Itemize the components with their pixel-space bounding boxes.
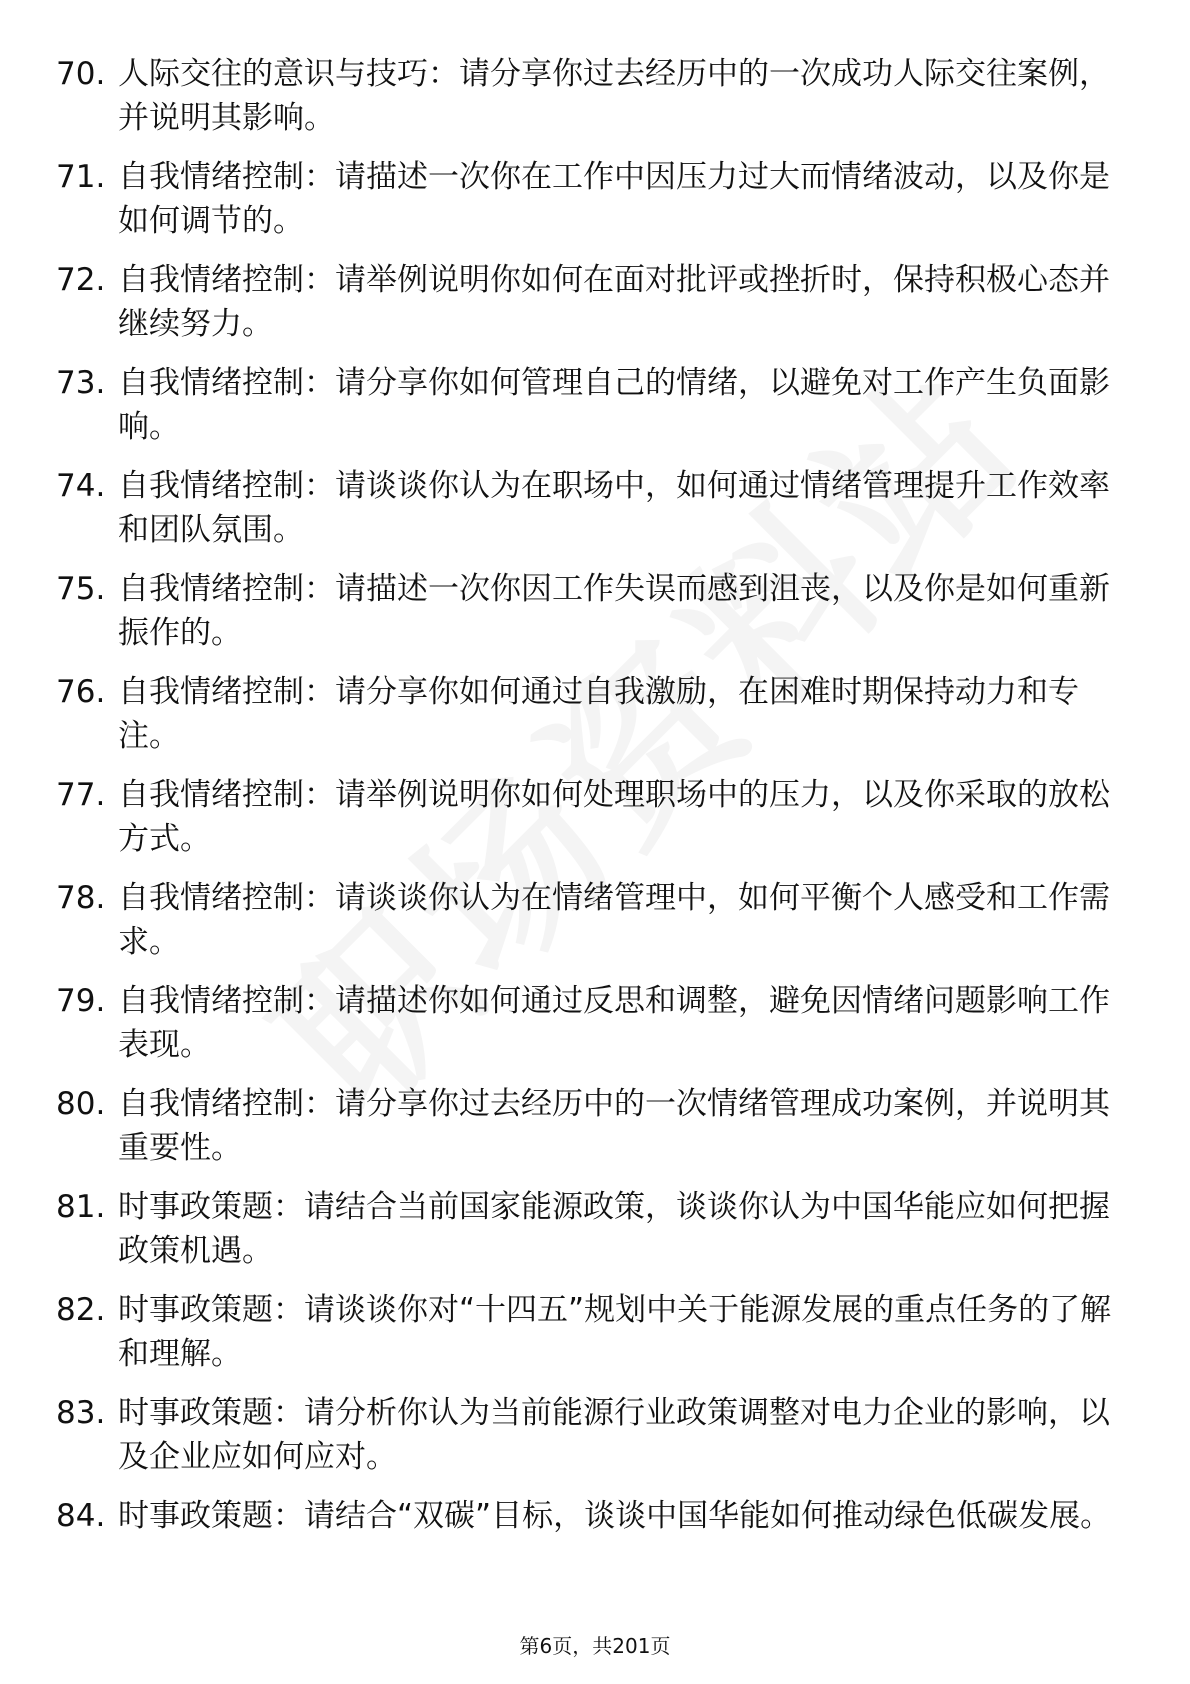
list-item bbox=[56, 979, 1116, 1067]
list-item bbox=[56, 464, 1116, 552]
item-text: 时事政策题：请结合当前国家能源政策，谈谈你认为中国华能应如何把握政策机遇。 bbox=[118, 1189, 1110, 1269]
list-item bbox=[56, 361, 1116, 449]
item-text: 人际交往的意识与技巧：请分享你过去经历中的一次成功人际交往案例，并说明其影响。 bbox=[118, 56, 1110, 136]
item-text: 时事政策题：请分析你认为当前能源行业政策调整对电力企业的影响，以及企业应如何应对。 bbox=[118, 1395, 1110, 1475]
item-number: 78. bbox=[56, 880, 106, 916]
page-footer: 第6页，共201页 bbox=[519, 1634, 671, 1658]
list-item bbox=[56, 1391, 1116, 1479]
item-number: 76. bbox=[56, 674, 106, 710]
question-list bbox=[56, 52, 1116, 1553]
list-item bbox=[56, 1288, 1116, 1376]
item-text: 自我情绪控制：请谈谈你认为在职场中，如何通过情绪管理提升工作效率和团队氛围。 bbox=[118, 468, 1110, 548]
list-item bbox=[56, 1082, 1116, 1170]
item-number: 75. bbox=[56, 571, 106, 607]
list-item bbox=[56, 155, 1116, 243]
list-item bbox=[56, 1494, 1116, 1538]
item-number: 77. bbox=[56, 777, 106, 813]
item-number: 74. bbox=[56, 468, 106, 504]
list-item bbox=[56, 876, 1116, 964]
item-text: 自我情绪控制：请分享你过去经历中的一次情绪管理成功案例，并说明其重要性。 bbox=[118, 1086, 1110, 1166]
item-text: 自我情绪控制：请举例说明你如何处理职场中的压力，以及你采取的放松方式。 bbox=[118, 777, 1110, 857]
list-item bbox=[56, 567, 1116, 655]
item-number: 70. bbox=[56, 56, 106, 92]
list-item bbox=[56, 773, 1116, 861]
item-text: 自我情绪控制：请分享你如何通过自我激励，在困难时期保持动力和专注。 bbox=[118, 674, 1079, 754]
list-item bbox=[56, 670, 1116, 758]
item-number: 84. bbox=[56, 1498, 106, 1534]
item-text: 自我情绪控制：请描述一次你因工作失误而感到沮丧，以及你是如何重新振作的。 bbox=[118, 571, 1110, 651]
list-item bbox=[56, 258, 1116, 346]
item-text: 时事政策题：请结合“双碳”目标，谈谈中国华能如何推动绿色低碳发展。 bbox=[118, 1498, 1112, 1534]
item-number: 81. bbox=[56, 1189, 106, 1225]
item-number: 73. bbox=[56, 365, 106, 401]
list-item bbox=[56, 52, 1116, 140]
item-number: 79. bbox=[56, 983, 106, 1019]
item-number: 82. bbox=[56, 1292, 106, 1328]
list-item bbox=[56, 1185, 1116, 1273]
item-text: 自我情绪控制：请描述一次你在工作中因压力过大而情绪波动，以及你是如何调节的。 bbox=[118, 159, 1110, 239]
item-text: 自我情绪控制：请举例说明你如何在面对批评或挫折时，保持积极心态并继续努力。 bbox=[118, 262, 1110, 342]
item-text: 自我情绪控制：请谈谈你认为在情绪管理中，如何平衡个人感受和工作需求。 bbox=[118, 880, 1110, 960]
item-number: 80. bbox=[56, 1086, 106, 1122]
item-text: 时事政策题：请谈谈你对“十四五”规划中关于能源发展的重点任务的了解和理解。 bbox=[118, 1292, 1112, 1372]
item-number: 72. bbox=[56, 262, 106, 298]
item-number: 83. bbox=[56, 1395, 106, 1431]
item-number: 71. bbox=[56, 159, 106, 195]
item-text: 自我情绪控制：请描述你如何通过反思和调整，避免因情绪问题影响工作表现。 bbox=[118, 983, 1110, 1063]
item-text: 自我情绪控制：请分享你如何管理自己的情绪，以避免对工作产生负面影响。 bbox=[118, 365, 1110, 445]
